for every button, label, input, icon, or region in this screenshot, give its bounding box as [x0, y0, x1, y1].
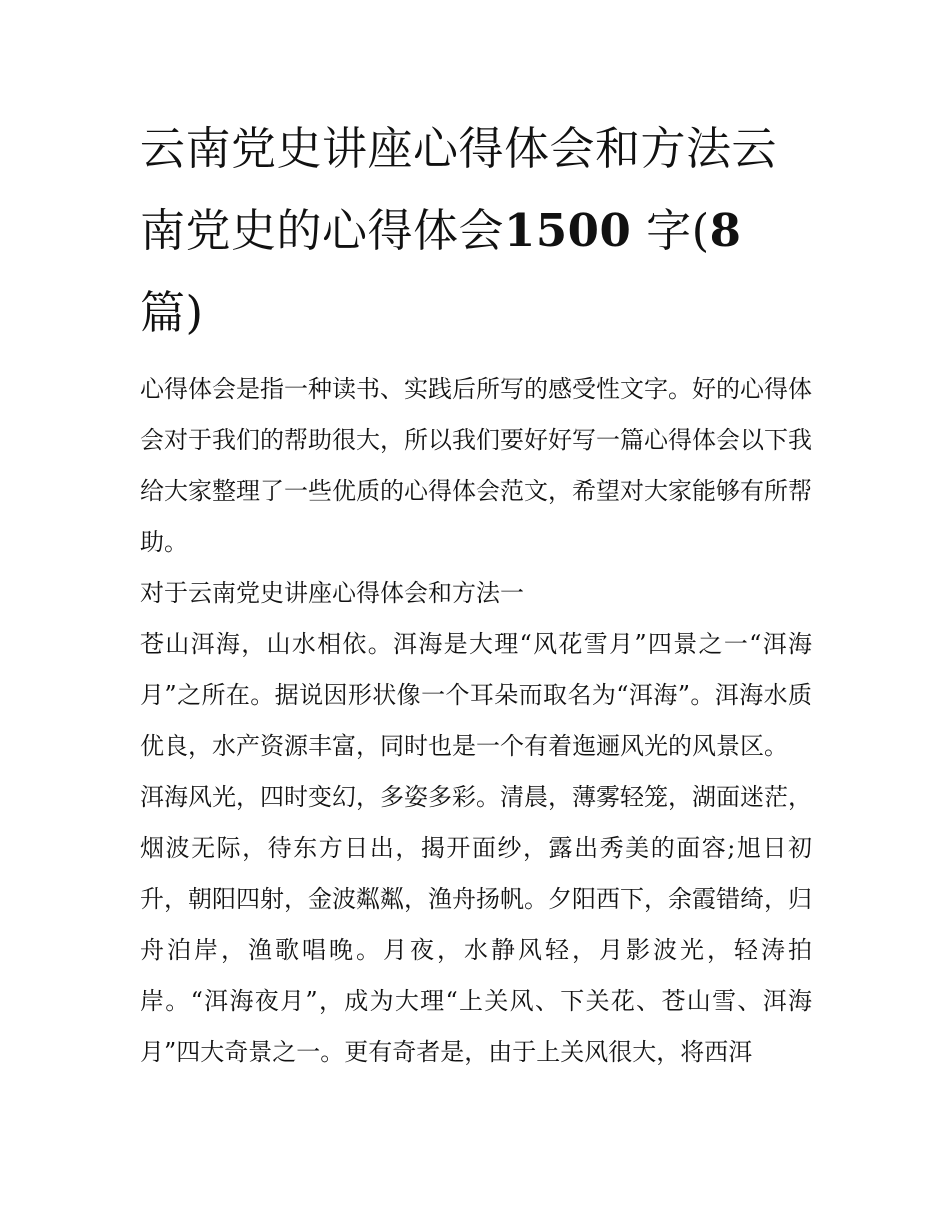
paragraph-erhai-intro: 苍山洱海，山水相依。洱海是大理“风花雪月”四景之一“洱海月”之所在。据说因形状像一个耳朵而取名为“洱海”。洱海水质优良，水产资源丰富，同时也是一个有着迤逦风光的风景区。: [140, 630, 812, 760]
paragraph-erhai-scenery: 洱海风光，四时变幻，多姿多彩。清晨，薄雾轻笼，湖面迷茫，烟波无际，待东方日出，揭开面纱，露出秀美的面容;旭日初升，朝阳四射，金波粼粼，渔舟扬帆。夕阳西下，余霞错绮，归舟泊岸，渔歌唱晚。月夜，水静风轻，月影波光，轻涛拍岸。“洱海夜月”，成为大理“上关风、下关花、苍山雪、洱海月”四大奇景之一。更有奇者是，由于上关风很大，将西洱: [140, 783, 812, 1066]
section-heading: 对于云南党史讲座心得体会和方法一: [140, 579, 524, 607]
document-title: [140, 108, 812, 354]
document-page: [140, 108, 812, 1078]
paragraph-intro: 心得体会是指一种读书、实践后所写的感受性文字。好的心得体会对于我们的帮助很大，所以我们要好好写一篇心得体会以下我给大家整理了一些优质的心得体会范文，希望对大家能够有所帮助。: [140, 375, 812, 556]
title-number-2: 8: [709, 204, 742, 257]
title-text-3: 篇): [140, 286, 204, 339]
title-text-2: 字(: [646, 204, 710, 257]
title-text-1: 云南党史讲座心得体会和方法云南党史的心得体会: [140, 122, 778, 257]
title-number: 1500: [504, 204, 632, 257]
